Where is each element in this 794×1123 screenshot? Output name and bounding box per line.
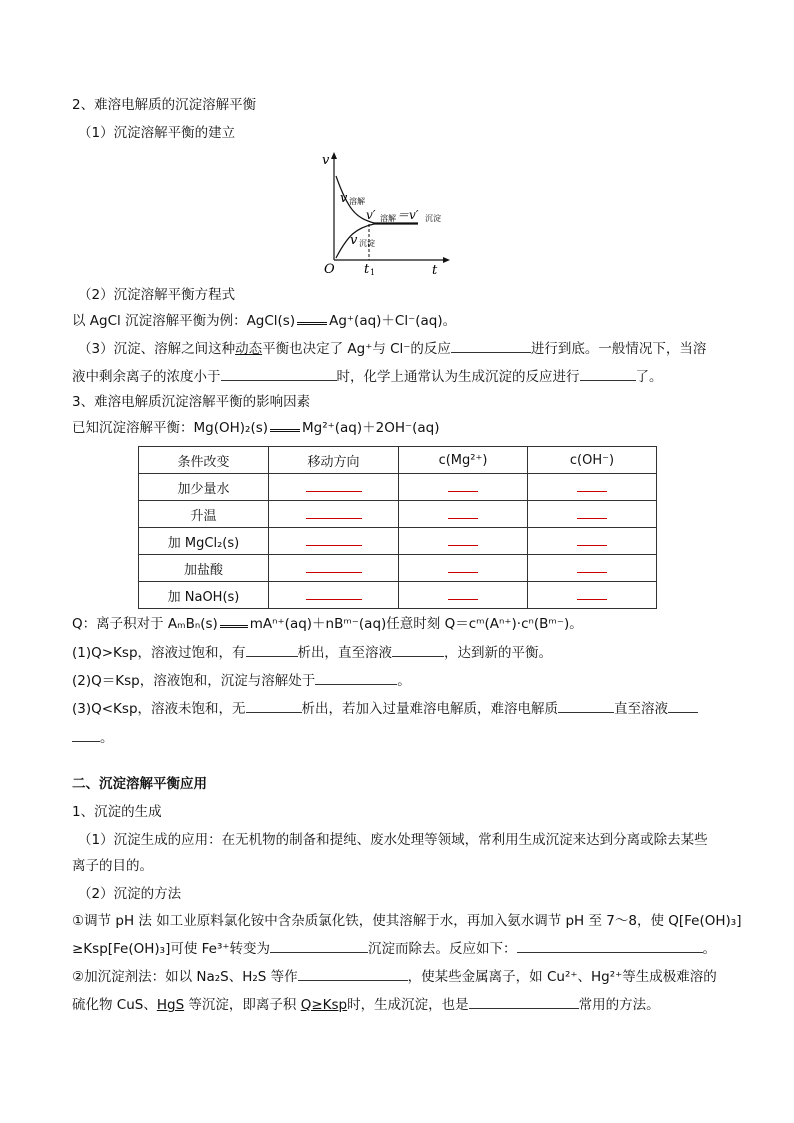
factor-table bbox=[138, 446, 657, 609]
text: 直至溶液 bbox=[614, 701, 669, 717]
text: 。 bbox=[100, 730, 114, 746]
header-c-mg: c(Mg²⁺) bbox=[399, 447, 528, 474]
table-header-row bbox=[139, 447, 657, 474]
equation-left: 已知沉淀溶解平衡：Mg(OH)₂(s) bbox=[72, 420, 269, 436]
text: 常用的方法。 bbox=[578, 997, 660, 1013]
text: 。 bbox=[397, 673, 411, 689]
y-axis-arrow bbox=[331, 152, 337, 159]
direction-blank-cell[interactable] bbox=[269, 582, 399, 609]
row-condition: 加 NaOH(s) bbox=[139, 582, 269, 609]
answer-blank[interactable] bbox=[315, 670, 397, 685]
mgoh2-equation bbox=[72, 418, 440, 438]
oh-blank-cell[interactable] bbox=[528, 528, 657, 555]
text: 进行到底。一般情况下，当溶 bbox=[530, 341, 707, 357]
text: Q：离子积对于 AₘBₙ(s) bbox=[72, 616, 218, 632]
answer-blank[interactable] bbox=[469, 994, 579, 1009]
eq-label-precip: 沉淀 bbox=[425, 214, 441, 223]
table-row bbox=[139, 555, 657, 582]
application-text-1: （1）沉淀生成的应用：在无机物的制备和提纯、废水处理等领域，常利用生成沉淀来达到分离或除去某些 bbox=[78, 832, 708, 848]
q-ksp-underlined: Q≥Ksp bbox=[300, 997, 348, 1013]
x-axis-label: t bbox=[432, 263, 438, 278]
v-precip-symbol: v bbox=[350, 233, 358, 248]
answer-blank[interactable] bbox=[72, 727, 100, 742]
text: ②加沉淀剂法：如以 Na₂S、H₂S 等作 bbox=[72, 969, 298, 985]
oh-blank-cell[interactable] bbox=[528, 501, 657, 528]
answer-blank[interactable] bbox=[246, 642, 298, 657]
methods-heading: （2）沉淀的方法 bbox=[78, 886, 182, 902]
equation-right: Ag⁺(aq)＋Cl⁻(aq)。 bbox=[329, 313, 457, 329]
section-heading: 2、难溶电解质的沉淀溶解平衡 bbox=[72, 97, 257, 113]
table-row bbox=[139, 474, 657, 501]
text: (2)Q＝Ksp，溶液饱和，沉淀与溶解处于 bbox=[72, 673, 316, 689]
text: (3)Q<Ksp，溶液未饱和，无 bbox=[72, 701, 246, 717]
text: 平衡也决定了 Ag⁺与 Cl⁻的反应 bbox=[262, 341, 451, 357]
oh-blank-cell[interactable] bbox=[528, 474, 657, 501]
q-case-1 bbox=[72, 642, 552, 663]
answer-blank[interactable] bbox=[221, 366, 337, 381]
text: （3）沉淀、溶解之间这种 bbox=[78, 341, 236, 357]
answer-blank[interactable] bbox=[392, 642, 444, 657]
section-3-heading: 3、难溶电解质沉淀溶解平衡的影响因素 bbox=[72, 394, 311, 410]
t1-subscript: 1 bbox=[370, 268, 376, 277]
text: ，使某些金属离子，如 Cu²⁺、Hg²⁺等生成极难溶的 bbox=[407, 969, 717, 985]
paragraph-3-line2 bbox=[72, 366, 663, 387]
answer-blank[interactable] bbox=[298, 966, 408, 981]
v-dissolve-symbol: v bbox=[340, 191, 348, 206]
table-row bbox=[139, 582, 657, 609]
t1-label: t bbox=[364, 262, 370, 277]
origin-label: O bbox=[324, 262, 335, 277]
header-condition: 条件改变 bbox=[139, 447, 269, 474]
answer-blank[interactable] bbox=[580, 366, 636, 381]
row-condition: 升温 bbox=[139, 501, 269, 528]
dynamic-underlined: 动态 bbox=[235, 341, 263, 357]
equilibrium-sign bbox=[270, 421, 300, 432]
q-case-3-cont bbox=[72, 727, 114, 748]
application-text-2: 离子的目的。 bbox=[72, 858, 153, 874]
y-axis-label: v bbox=[322, 153, 330, 168]
equilibrium-sign bbox=[220, 617, 248, 628]
mg-blank-cell[interactable] bbox=[399, 474, 528, 501]
direction-blank-cell[interactable] bbox=[269, 501, 399, 528]
equation-right: Mg²⁺(aq)＋2OH⁻(aq) bbox=[302, 420, 440, 436]
q-definition bbox=[72, 614, 583, 634]
answer-blank[interactable] bbox=[558, 698, 614, 713]
text: 析出，直至溶液 bbox=[297, 645, 393, 661]
equation-left: 以 AgCl 沉淀溶解平衡为例：AgCl(s) bbox=[72, 313, 296, 329]
eq-label-v2: ＝v′ bbox=[397, 208, 419, 222]
q-case-2 bbox=[72, 670, 411, 691]
mg-blank-cell[interactable] bbox=[399, 555, 528, 582]
method-1-line1: ①调节 pH 法 如工业原料氯化铵中含杂质氯化铁，使其溶解于水，再加入氨水调节 pH 至 7～8，使 Q[Fe(OH)₃] bbox=[72, 913, 742, 929]
text: 析出，若加入过量难溶电解质，难溶电解质 bbox=[301, 701, 559, 717]
text: 沉淀而除去。反应如下： bbox=[368, 941, 517, 957]
text: ≥Ksp[Fe(OH)₃]可使 Fe³⁺转变为 bbox=[72, 941, 271, 957]
method-2-line2 bbox=[72, 994, 660, 1015]
equilibrium-sign bbox=[297, 314, 327, 325]
oh-blank-cell[interactable] bbox=[528, 555, 657, 582]
hgs-underlined: HgS bbox=[156, 997, 185, 1013]
answer-blank[interactable] bbox=[517, 938, 703, 953]
eq-label-v1: v′ bbox=[366, 208, 376, 222]
oh-blank-cell[interactable] bbox=[528, 582, 657, 609]
answer-blank[interactable] bbox=[668, 698, 698, 713]
table-row bbox=[139, 501, 657, 528]
table-row bbox=[139, 528, 657, 555]
header-c-oh: c(OH⁻) bbox=[528, 447, 657, 474]
direction-blank-cell[interactable] bbox=[269, 474, 399, 501]
application-heading: 二、沉淀溶解平衡应用 bbox=[72, 776, 207, 792]
text: 等沉淀，即离子积 bbox=[184, 997, 301, 1013]
paragraph-3-line1 bbox=[78, 338, 706, 359]
row-condition: 加盐酸 bbox=[139, 555, 269, 582]
text: 时，化学上通常认为生成沉淀的反应进行 bbox=[336, 369, 580, 385]
text: ，达到新的平衡。 bbox=[444, 645, 553, 661]
answer-blank[interactable] bbox=[246, 698, 302, 713]
row-condition: 加少量水 bbox=[139, 474, 269, 501]
answer-blank[interactable] bbox=[270, 938, 368, 953]
precip-rate-curve bbox=[336, 224, 418, 258]
direction-blank-cell[interactable] bbox=[269, 555, 399, 582]
method-1-line2 bbox=[72, 938, 716, 959]
q-case-3 bbox=[72, 698, 698, 719]
v-precip-subscript: 沉淀 bbox=[359, 239, 375, 248]
header-direction: 移动方向 bbox=[269, 447, 399, 474]
agcl-equation bbox=[72, 311, 456, 331]
method-2-line1 bbox=[72, 966, 717, 987]
mg-blank-cell[interactable] bbox=[399, 501, 528, 528]
text: mAⁿ⁺(aq)＋nBᵐ⁻(aq)任意时刻 Q＝cᵐ(Aⁿ⁺)·cⁿ(Bᵐ⁻)。 bbox=[249, 616, 583, 632]
mg-blank-cell[interactable] bbox=[399, 582, 528, 609]
v-dissolve-subscript: 溶解 bbox=[349, 197, 365, 206]
rate-time-graph bbox=[318, 150, 458, 278]
direction-blank-cell[interactable] bbox=[269, 528, 399, 555]
text: 时，生成沉淀，也是 bbox=[347, 997, 469, 1013]
text: 。 bbox=[702, 941, 717, 957]
text: 液中剩余离子的浓度小于 bbox=[72, 369, 221, 385]
row-condition: 加 MgCl₂(s) bbox=[139, 528, 269, 555]
subheading-equation: （2）沉淀溶解平衡方程式 bbox=[78, 287, 236, 303]
text: (1)Q>Ksp，溶液过饱和，有 bbox=[72, 645, 246, 661]
eq-label-dissolve: 溶解 bbox=[380, 214, 396, 223]
answer-blank[interactable] bbox=[451, 338, 531, 353]
precip-formation-heading: 1、沉淀的生成 bbox=[72, 804, 162, 820]
text: 了。 bbox=[635, 369, 663, 385]
mg-blank-cell[interactable] bbox=[399, 528, 528, 555]
x-axis-arrow bbox=[443, 257, 450, 263]
subheading-establish: （1）沉淀溶解平衡的建立 bbox=[78, 125, 236, 141]
text: 硫化物 CuS、 bbox=[72, 997, 157, 1013]
